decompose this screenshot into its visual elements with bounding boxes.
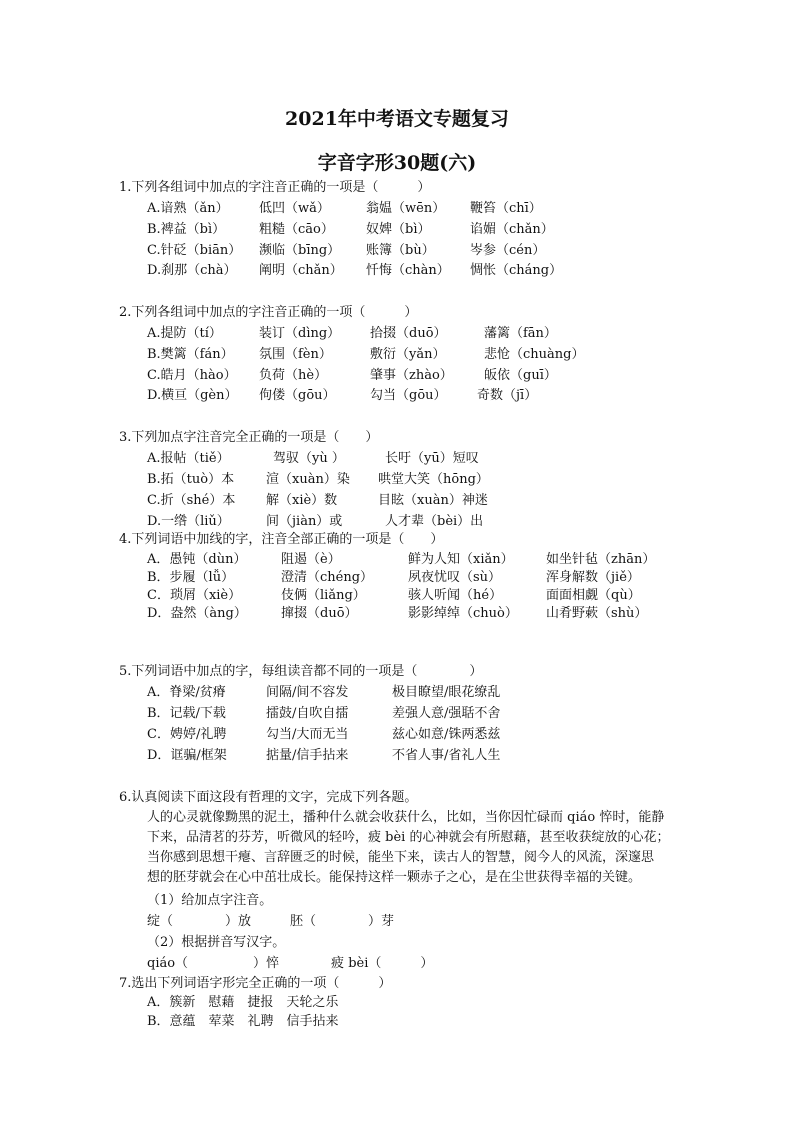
q6-sub2-prompt: （2）根据拼音写汉字。 xyxy=(147,935,286,950)
q2-option-c-4: 皈依（guī） xyxy=(484,368,557,383)
q5-option-b-2: 擂鼓/自吹自擂 xyxy=(266,706,349,721)
q2-stem: 2.下列各组词中加点的字注音正确的一项（ ） xyxy=(119,305,418,320)
q2-option-d-4: 奇数（jī） xyxy=(477,388,538,403)
q4-option-c-4: 面面相觑（qù） xyxy=(546,588,641,603)
q1-option-c-3: 账簿（bù） xyxy=(366,243,435,258)
q2-option-d-1: D.横亘（gèn） xyxy=(147,388,238,403)
q5-option-a-3: 极目瞭望/眼花缭乱 xyxy=(392,685,501,700)
q2-option-a-4: 藩篱（fān） xyxy=(484,326,557,341)
q2-option-c-1: C.皓月（hào） xyxy=(147,368,237,383)
q4-stem: 4.下列词语中加线的字，注音全部正确的一项是（ ） xyxy=(119,532,444,547)
q1-option-a-4: 鞭笞（chī） xyxy=(470,201,542,216)
q1-option-a-1: A.谙熟（ǎn） xyxy=(147,201,229,216)
q3-option-d-3: 人才辈（bèi）出 xyxy=(385,514,484,529)
q6-passage-line-1: 人的心灵就像黝黑的泥土，播种什么就会收获什么，比如，当你因忙碌而 qiáo 悴时，能静 xyxy=(147,810,665,825)
q6-passage xyxy=(147,808,777,888)
q5-stem: 5.下列词语中加点的字，每组读音都不同的一项是（ ） xyxy=(119,664,483,679)
q4-option-b-3: 夙夜忧叹（sù） xyxy=(408,570,502,585)
q2-option-b-1: B.樊篱（fán） xyxy=(147,347,234,362)
q1-option-c-4: 岑参（cén） xyxy=(470,243,546,258)
q3-option-c-1: C.折（shé）本 xyxy=(147,493,236,508)
q6-sub1-prompt: （1）给加点字注音。 xyxy=(147,893,273,908)
q5-option-c-3: 兹心如意/铢两悉兹 xyxy=(392,727,501,742)
q5-option-c-1: C．娉婷/礼聘 xyxy=(147,727,227,742)
q2-option-a-3: 拾掇（duō） xyxy=(370,326,447,341)
q3-option-c-2: 解（xiè）数 xyxy=(266,493,338,508)
q6-passage-line-3: 当你感到思想干瘪、言辞匮乏的时候，能坐下来，读古人的智慧，阅今人的风流，深邃思 xyxy=(147,850,655,865)
q4-option-d-2: 撺掇（duō） xyxy=(281,606,358,621)
q2-option-a-1: A.提防（tí） xyxy=(147,326,222,341)
q6-sub1-blanks: 绽（ ）放 胚（ ）芽 xyxy=(147,914,395,929)
q6-passage-line-2: 下来，品清茗的芬芳，听微风的轻吟，疲 bèi 的心神就会有所慰藉，甚至收获绽放的心花； xyxy=(147,830,670,845)
q2-option-b-2: 氛围（fèn） xyxy=(259,347,332,362)
q4-option-a-4: 如坐针毡（zhān） xyxy=(546,552,656,567)
q1-option-d-3: 忏悔（chàn） xyxy=(366,263,450,278)
q4-option-c-2: 伎俩（liǎng） xyxy=(281,588,366,603)
q6-passage-line-4: 想的胚芽就会在心中茁壮成长。能保持这样一颗赤子之心，是在尘世获得幸福的关键。 xyxy=(147,870,642,885)
q1-option-c-2: 濒临（bīng） xyxy=(259,243,341,258)
q5-option-a-1: A．脊梁/贫瘠 xyxy=(147,685,226,700)
q2-option-d-2: 佝偻（gōu） xyxy=(259,388,336,403)
q4-option-a-2: 阻遏（è） xyxy=(281,552,341,567)
q3-option-a-3: 长吁（yū）短叹 xyxy=(385,451,479,466)
q4-option-a-1: A．愚钝（dùn） xyxy=(147,552,247,567)
q4-option-b-2: 澄清（chéng） xyxy=(281,570,374,585)
q4-option-d-4: 山肴野蔌（shù） xyxy=(546,606,648,621)
q3-option-b-1: B.拓（tuò）本 xyxy=(147,472,235,487)
q5-option-b-1: B．记载/下载 xyxy=(147,706,226,721)
q3-option-d-2: 间（jiàn）或 xyxy=(266,514,343,529)
q2-option-c-3: 肇事（zhào） xyxy=(370,368,453,383)
q4-option-d-3: 影影绰绰（chuò） xyxy=(408,606,518,621)
q7-option-a: A．簇新 慰藉 捷报 天轮之乐 xyxy=(147,995,339,1010)
q5-option-a-2: 间隔/间不容发 xyxy=(266,685,349,700)
q1-option-b-1: B.裨益（bì） xyxy=(147,222,226,237)
q7-option-b: B．意蕴 荤菜 礼聘 信手拈来 xyxy=(147,1014,339,1029)
q2-option-a-2: 装订（dìng） xyxy=(259,326,341,341)
q1-option-d-1: D.刹那（chà） xyxy=(147,263,237,278)
q4-option-b-4: 浑身解数（jiě） xyxy=(546,570,640,585)
q2-option-d-3: 勾当（gōu） xyxy=(370,388,447,403)
q3-option-b-3: 哄堂大笑（hōng） xyxy=(378,472,489,487)
q1-option-b-3: 奴婢（bì） xyxy=(366,222,431,237)
q6-sub2-blanks: qiáo（ ）悴 疲 bèi（ ） xyxy=(147,956,434,971)
q3-option-c-3: 目眩（xuàn）神迷 xyxy=(378,493,488,508)
q4-option-c-1: C．琐屑（xiè） xyxy=(147,588,242,603)
q2-option-c-2: 负荷（hè） xyxy=(259,368,328,383)
q1-stem: 1.下列各组词中加点的字注音正确的一项是（ ） xyxy=(119,180,431,195)
q5-option-c-2: 勾当/大而无当 xyxy=(266,727,349,742)
q2-option-b-4: 悲怆（chuàng） xyxy=(484,347,585,362)
q1-option-c-1: C.针砭（biān） xyxy=(147,243,242,258)
q5-option-d-2: 掂量/信手拈来 xyxy=(266,748,349,763)
q6-stem: 6.认真阅读下面这段有哲理的文字，完成下列各题。 xyxy=(119,790,418,805)
q5-option-b-3: 差强人意/强聒不舍 xyxy=(392,706,501,721)
q4-option-c-3: 骇人听闻（hé） xyxy=(408,588,503,603)
q1-option-a-2: 低凹（wǎ） xyxy=(259,201,330,216)
q1-option-d-2: 阐明（chǎn） xyxy=(259,263,343,278)
q2-option-b-3: 敷衍（yǎn） xyxy=(370,347,446,362)
q1-option-b-4: 谄媚（chǎn） xyxy=(470,222,554,237)
q7-stem: 7.选出下列词语字形完全正确的一项（ ） xyxy=(119,976,392,991)
q5-option-d-1: D．诓骗/框架 xyxy=(147,748,227,763)
q5-option-d-3: 不省人事/省礼人生 xyxy=(392,748,501,763)
document-subtitle: 字音字形30题(六) xyxy=(317,152,477,174)
q3-option-b-2: 渲（xuàn）染 xyxy=(266,472,350,487)
q4-option-d-1: D．盎然（àng） xyxy=(147,606,247,621)
q3-option-d-1: D.一绺（liǔ） xyxy=(147,514,230,529)
q4-option-a-3: 鲜为人知（xiǎn） xyxy=(408,552,514,567)
q4-option-b-1: B．步履（lǚ） xyxy=(147,570,235,585)
q3-option-a-2: 驾驭（yù ） xyxy=(273,451,345,466)
q3-stem: 3.下列加点字注音完全正确的一项是（ ） xyxy=(119,430,379,445)
document-title: 2021年中考语文专题复习 xyxy=(285,108,509,130)
q1-option-a-3: 翁媪（wēn） xyxy=(366,201,446,216)
q1-option-b-2: 粗糙（cāo） xyxy=(259,222,334,237)
q1-option-d-4: 惆怅（cháng） xyxy=(470,263,563,278)
q3-option-a-1: A.报帖（tiě） xyxy=(147,451,230,466)
